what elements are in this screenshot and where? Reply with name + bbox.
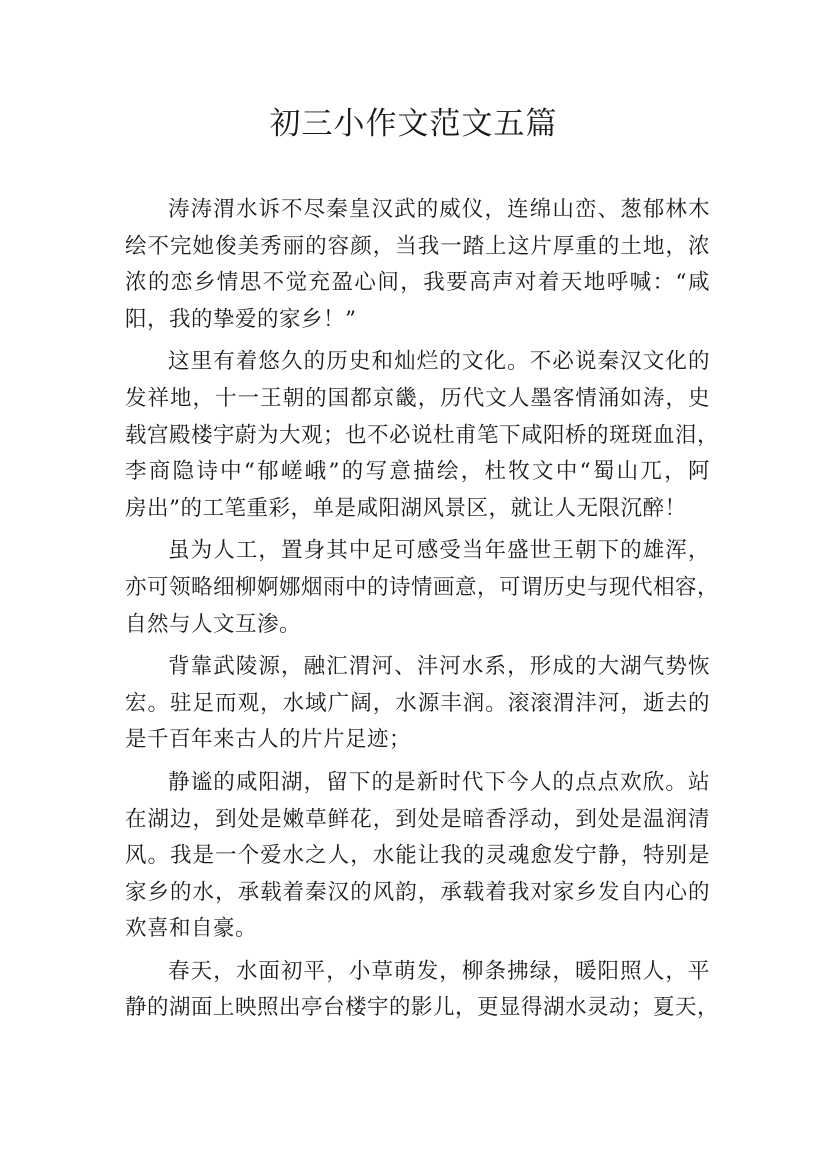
paragraph-6 bbox=[125, 954, 720, 1027]
text-line: 背靠武陵源，融汇渭河、沣河水系，形成的大湖气势恢 bbox=[168, 654, 710, 680]
text-line: 发祥地，十一王朝的国都京畿，历代文人墨客情涌如涛，史 bbox=[125, 385, 710, 411]
text-line: 自然与人文互渗。 bbox=[125, 611, 302, 637]
text-line: 是千百年来古人的片片足迹； bbox=[125, 727, 412, 753]
paragraph-1 bbox=[125, 192, 710, 338]
document-body bbox=[125, 192, 720, 1033]
text-line: 载宫殿楼宇蔚为大观；也不必说杜甫笔下咸阳桥的斑斑血泪， bbox=[125, 422, 720, 448]
text-line: 绘不完她俊美秀丽的容颜，当我一踏上这片厚重的土地，浓 bbox=[125, 233, 710, 259]
text-line: 静的湖面上映照出亭台楼宇的影儿，更显得湖水灵动；夏天， bbox=[125, 995, 720, 1021]
paragraph-5 bbox=[125, 765, 710, 948]
text-line: 家乡的水，承载着秦汉的风韵，承载着我对家乡发自内心的 bbox=[125, 879, 710, 905]
text-line: 在湖边，到处是嫩草鲜花，到处是暗香浮动，到处是温润清 bbox=[125, 806, 710, 832]
text-line: 风。我是一个爱水之人，水能让我的灵魂愈发宁静，特别是 bbox=[125, 843, 710, 869]
text-line: 欢喜和自豪。 bbox=[125, 916, 258, 942]
text-line: 涛涛渭水诉不尽秦皇汉武的威仪，连绵山峦、葱郁林木 bbox=[168, 197, 710, 222]
text-line: 虽为人工，置身其中足可感受当年盛世王朝下的雄浑， bbox=[168, 538, 710, 564]
document-title: 初三小作文范文五篇 bbox=[269, 106, 558, 142]
text-line: 宏。驻足而观，水域广阔，水源丰润。滚滚渭沣河，逝去的 bbox=[125, 690, 710, 716]
paragraph-2 bbox=[125, 344, 720, 527]
text-line: 阳，我的挚爱的家乡！” bbox=[125, 306, 357, 332]
text-line: 浓的恋乡情思不觉充盈心间，我要高声对着天地呼喊：“咸 bbox=[125, 270, 710, 296]
text-line: 这里有着悠久的历史和灿烂的文化。不必说秦汉文化的 bbox=[168, 349, 710, 375]
text-line: 春天，水面初平，小草萌发，柳条拂绿，暖阳照人，平 bbox=[168, 958, 710, 984]
text-line: 静谧的咸阳湖，留下的是新时代下今人的点点欢欣。站 bbox=[168, 769, 710, 795]
text-line: 亦可领略细柳婀娜烟雨中的诗情画意，可谓历史与现代相容， bbox=[125, 574, 720, 600]
paragraph-3 bbox=[125, 533, 720, 643]
text-line: 李商隐诗中“郁嵯峨”的写意描绘，杜牧文中“蜀山兀，阿 bbox=[125, 459, 710, 485]
text-line: 房出”的工笔重彩，单是咸阳湖风景区，就让人无限沉醉！ bbox=[125, 495, 687, 521]
paragraph-4 bbox=[125, 649, 710, 759]
